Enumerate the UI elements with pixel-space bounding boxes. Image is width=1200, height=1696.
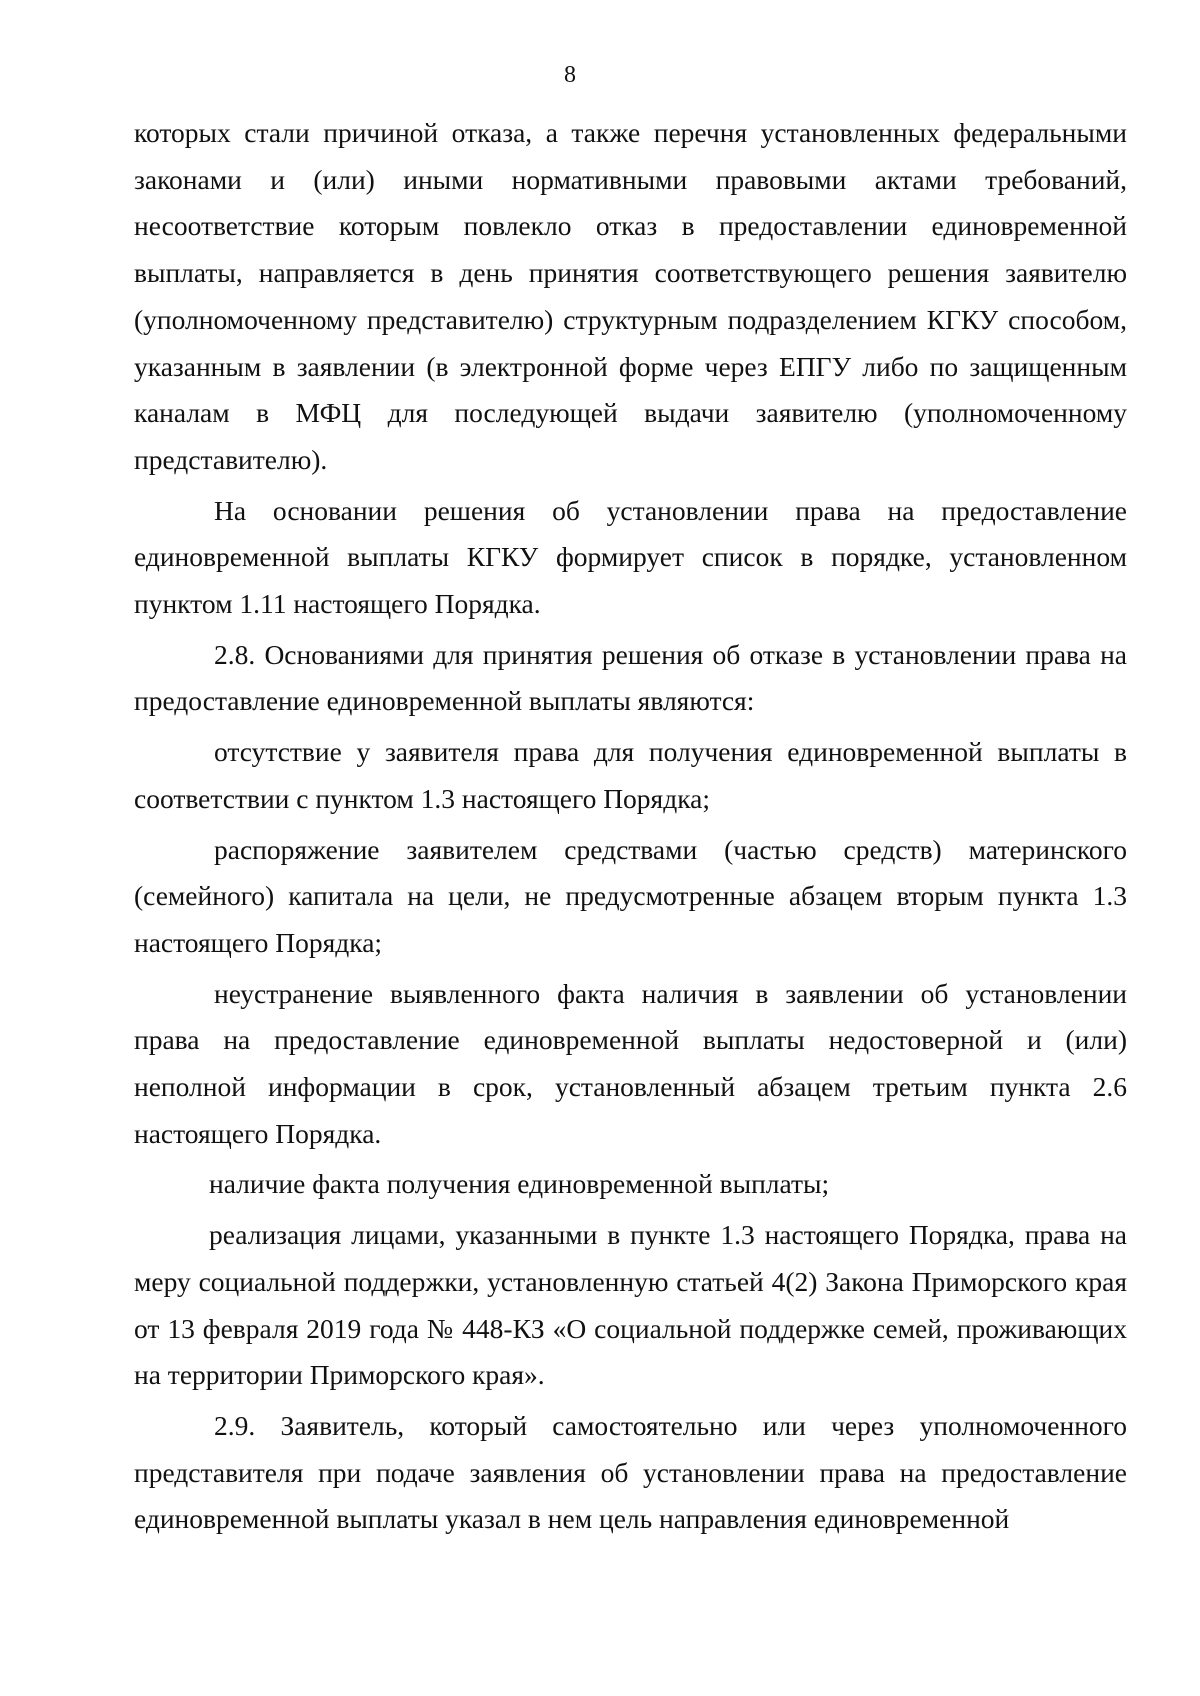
paragraph-refusal-notice: которых стали причиной отказа, а также перечня установленных федеральными законами и (или) иными нормативными правовыми актами требований, несоответствие которым повлекло отказ в предоставлении единовременной выплаты, направляется в день принятия соответствующего решения заявителю (уполномоченному представителю) структурным подразделением КГКУ способом, указанным в заявлении (в электронной форме через ЕПГУ либо по защищенным каналам в МФЦ для последующей выдачи заявителю (уполномоченному представителю). (134, 117, 1127, 475)
paragraph-list-formation: На основании решения об установлении права на предоставление единовременной выплаты КГКУ формирует список в порядке, установленном пунктом 1.11 настоящего Порядка. (134, 494, 1127, 620)
paragraph-2-8-grounds: 2.8. Основаниями для принятия решения об отказе в установлении права на предоставление единовременной выплаты являются: (134, 638, 1127, 717)
paragraph-2-9-applicant: 2.9. Заявитель, который самостоятельно или через уполномоченного представителя при подаче заявления об установлении права на предоставление единовременной выплаты указал в нем цель направления единовременной (134, 1409, 1127, 1535)
paragraph-capital-disposal: распоряжение заявителем средствами (частью средств) материнского (семейного) капитала на цели, не предусмотренные абзацем вторым пункта 1.3 настоящего Порядка; (134, 833, 1127, 958)
paragraph-no-right: отсутствие у заявителя права для получения единовременной выплаты в соответствии с пунктом 1.3 настоящего Порядка; (134, 736, 1127, 814)
paragraph-unresolved-fact: неустранение выявленного факта наличия в заявлении об установлении права на предоставление единовременной выплаты недостоверной и (или) неполной информации в срок, установленный абзацем третьим пункта 2.6 настоящего Порядка. (134, 977, 1127, 1149)
paragraph-social-support: реализация лицами, указанными в пункте 1.3 настоящего Порядка, права на меру социальной поддержки, установленную статьей 4(2) Закона Приморского края от 13 февраля 2019 года № 448-КЗ «О социальной поддержке семей, проживающих на территории Приморского края». (134, 1219, 1127, 1391)
page-number: 8 (564, 62, 576, 88)
paragraph-payment-received: наличие факта получения единовременной выплаты; (209, 1168, 830, 1200)
document-body (134, 110, 1127, 1547)
